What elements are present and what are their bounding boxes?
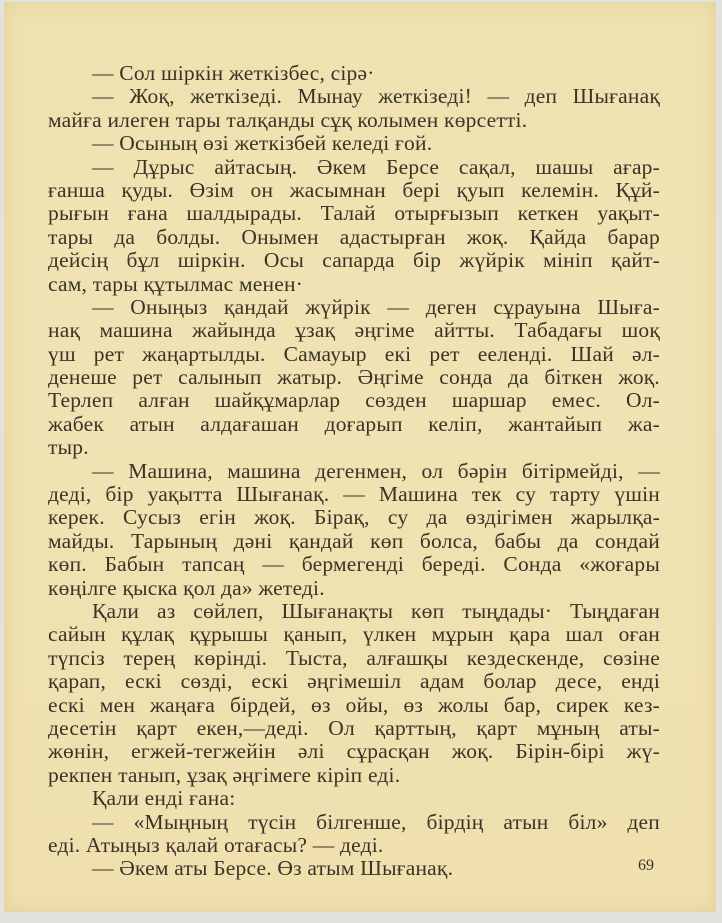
text-line: — Оныңыз қандай жүйрік — деген сұрауына Шыға- [92, 294, 660, 319]
text-line: тыр. [48, 435, 89, 460]
text-line: рекпен танып, ұзақ әңгімеге кіріп еді. [48, 762, 401, 787]
text-line: денеше рет салынып жатыр. Әңгіме сонда да біткен жоқ. [48, 365, 660, 390]
book-page [4, 2, 716, 912]
text-line: Терлеп алған шайқұмарлар сөзден шаршар емес. Ол- [48, 388, 660, 413]
text-line: ғанша қуды. Өзім он жасымнан бері қуып келемін. Құй- [48, 177, 660, 202]
text-line: ескі мен жаңаға бірдей, өз ойы, өз жолы бар, сирек кез- [48, 692, 660, 717]
text-line: деді, бір уақытта Шығанақ. — Машина тек су тарту үшін [48, 482, 660, 507]
text-line: көңілге қыска қол да» жетеді. [48, 575, 325, 600]
page-body-text [48, 62, 660, 881]
text-line: — Сол шіркін жеткізбес, сірә· [92, 61, 375, 85]
text-line: үш рет жаңартылды. Самауыр екі рет ееленді. Шай әл- [48, 341, 660, 366]
text-line: дейсің бұл шіркін. Осы сапарда бір жүйрік мініп қайт- [48, 248, 660, 273]
text-line: Қали енді ғана: [92, 786, 236, 811]
text-line: жабек атын алдағашан доғарып келіп, жантайып жа- [48, 411, 660, 436]
text-line: еді. Атыңыз қалай отағасы? — деді. [48, 832, 384, 857]
text-line: — Осының өзі жеткізбей келеді ғой. [92, 131, 433, 156]
text-line: түпсіз терең көрінді. Тыста, алғашқы кездескенде, сөзіне [48, 645, 660, 670]
text-line: тары да болды. Онымен адастырған жоқ. Қайда барар [48, 224, 660, 249]
text-line: көп. Бабын тапсаң — бермегенді береді. Сонда «жоғары [48, 552, 660, 577]
text-line: — Дұрыс айтасың. Әкем Берсе сақал, шашы ағар- [92, 154, 660, 179]
text-line: сам, тары құтылмас менен· [48, 271, 304, 296]
text-line: керек. Сусыз егін жоқ. Бірақ, су да өздігімен жарылқа- [48, 505, 660, 530]
text-line: — Жоқ, жеткізеді. Мынау жеткізеді! — деп Шығанақ [92, 84, 660, 109]
text-line: десетін қарт екен,—деді. Ол қарттың, қарт мұның аты- [48, 715, 660, 740]
text-line: жөнін, егжей-тегжейін әлі сұрасқан жоқ. Бірін-бірі жү- [48, 739, 660, 764]
text-line: майға илеген тары талқанды сұқ колымен көрсетті. [48, 107, 528, 132]
page-number: 69 [638, 857, 654, 874]
text-line: нақ машина жайында ұзақ әңгіме айтты. Табадағы шоқ [48, 318, 660, 343]
text-line: рығын ғана шалдырады. Талай отырғызып кеткен уақыт- [48, 201, 660, 226]
text-line: сайын құлақ құрышы қанып, үлкен мұрын қара шал оған [48, 622, 660, 647]
text-line: майды. Тарының дәні қандай көп болса, бабы да сондай [48, 528, 660, 553]
text-line: — «Мыңның түсін білгенше, бірдің атын біл» деп [92, 809, 660, 834]
text-line: — Әкем аты Берсе. Өз атым Шығанақ. [92, 856, 454, 881]
text-line: Қали аз сөйлеп, Шығанақты көп тыңдады· Тыңдаған [92, 598, 660, 623]
text-line: қарап, ескі сөзді, ескі әңгімешіл адам болар десе, енді [48, 669, 660, 694]
text-line: — Машина, машина дегенмен, ол бәрін бітірмейді, — [92, 458, 660, 483]
